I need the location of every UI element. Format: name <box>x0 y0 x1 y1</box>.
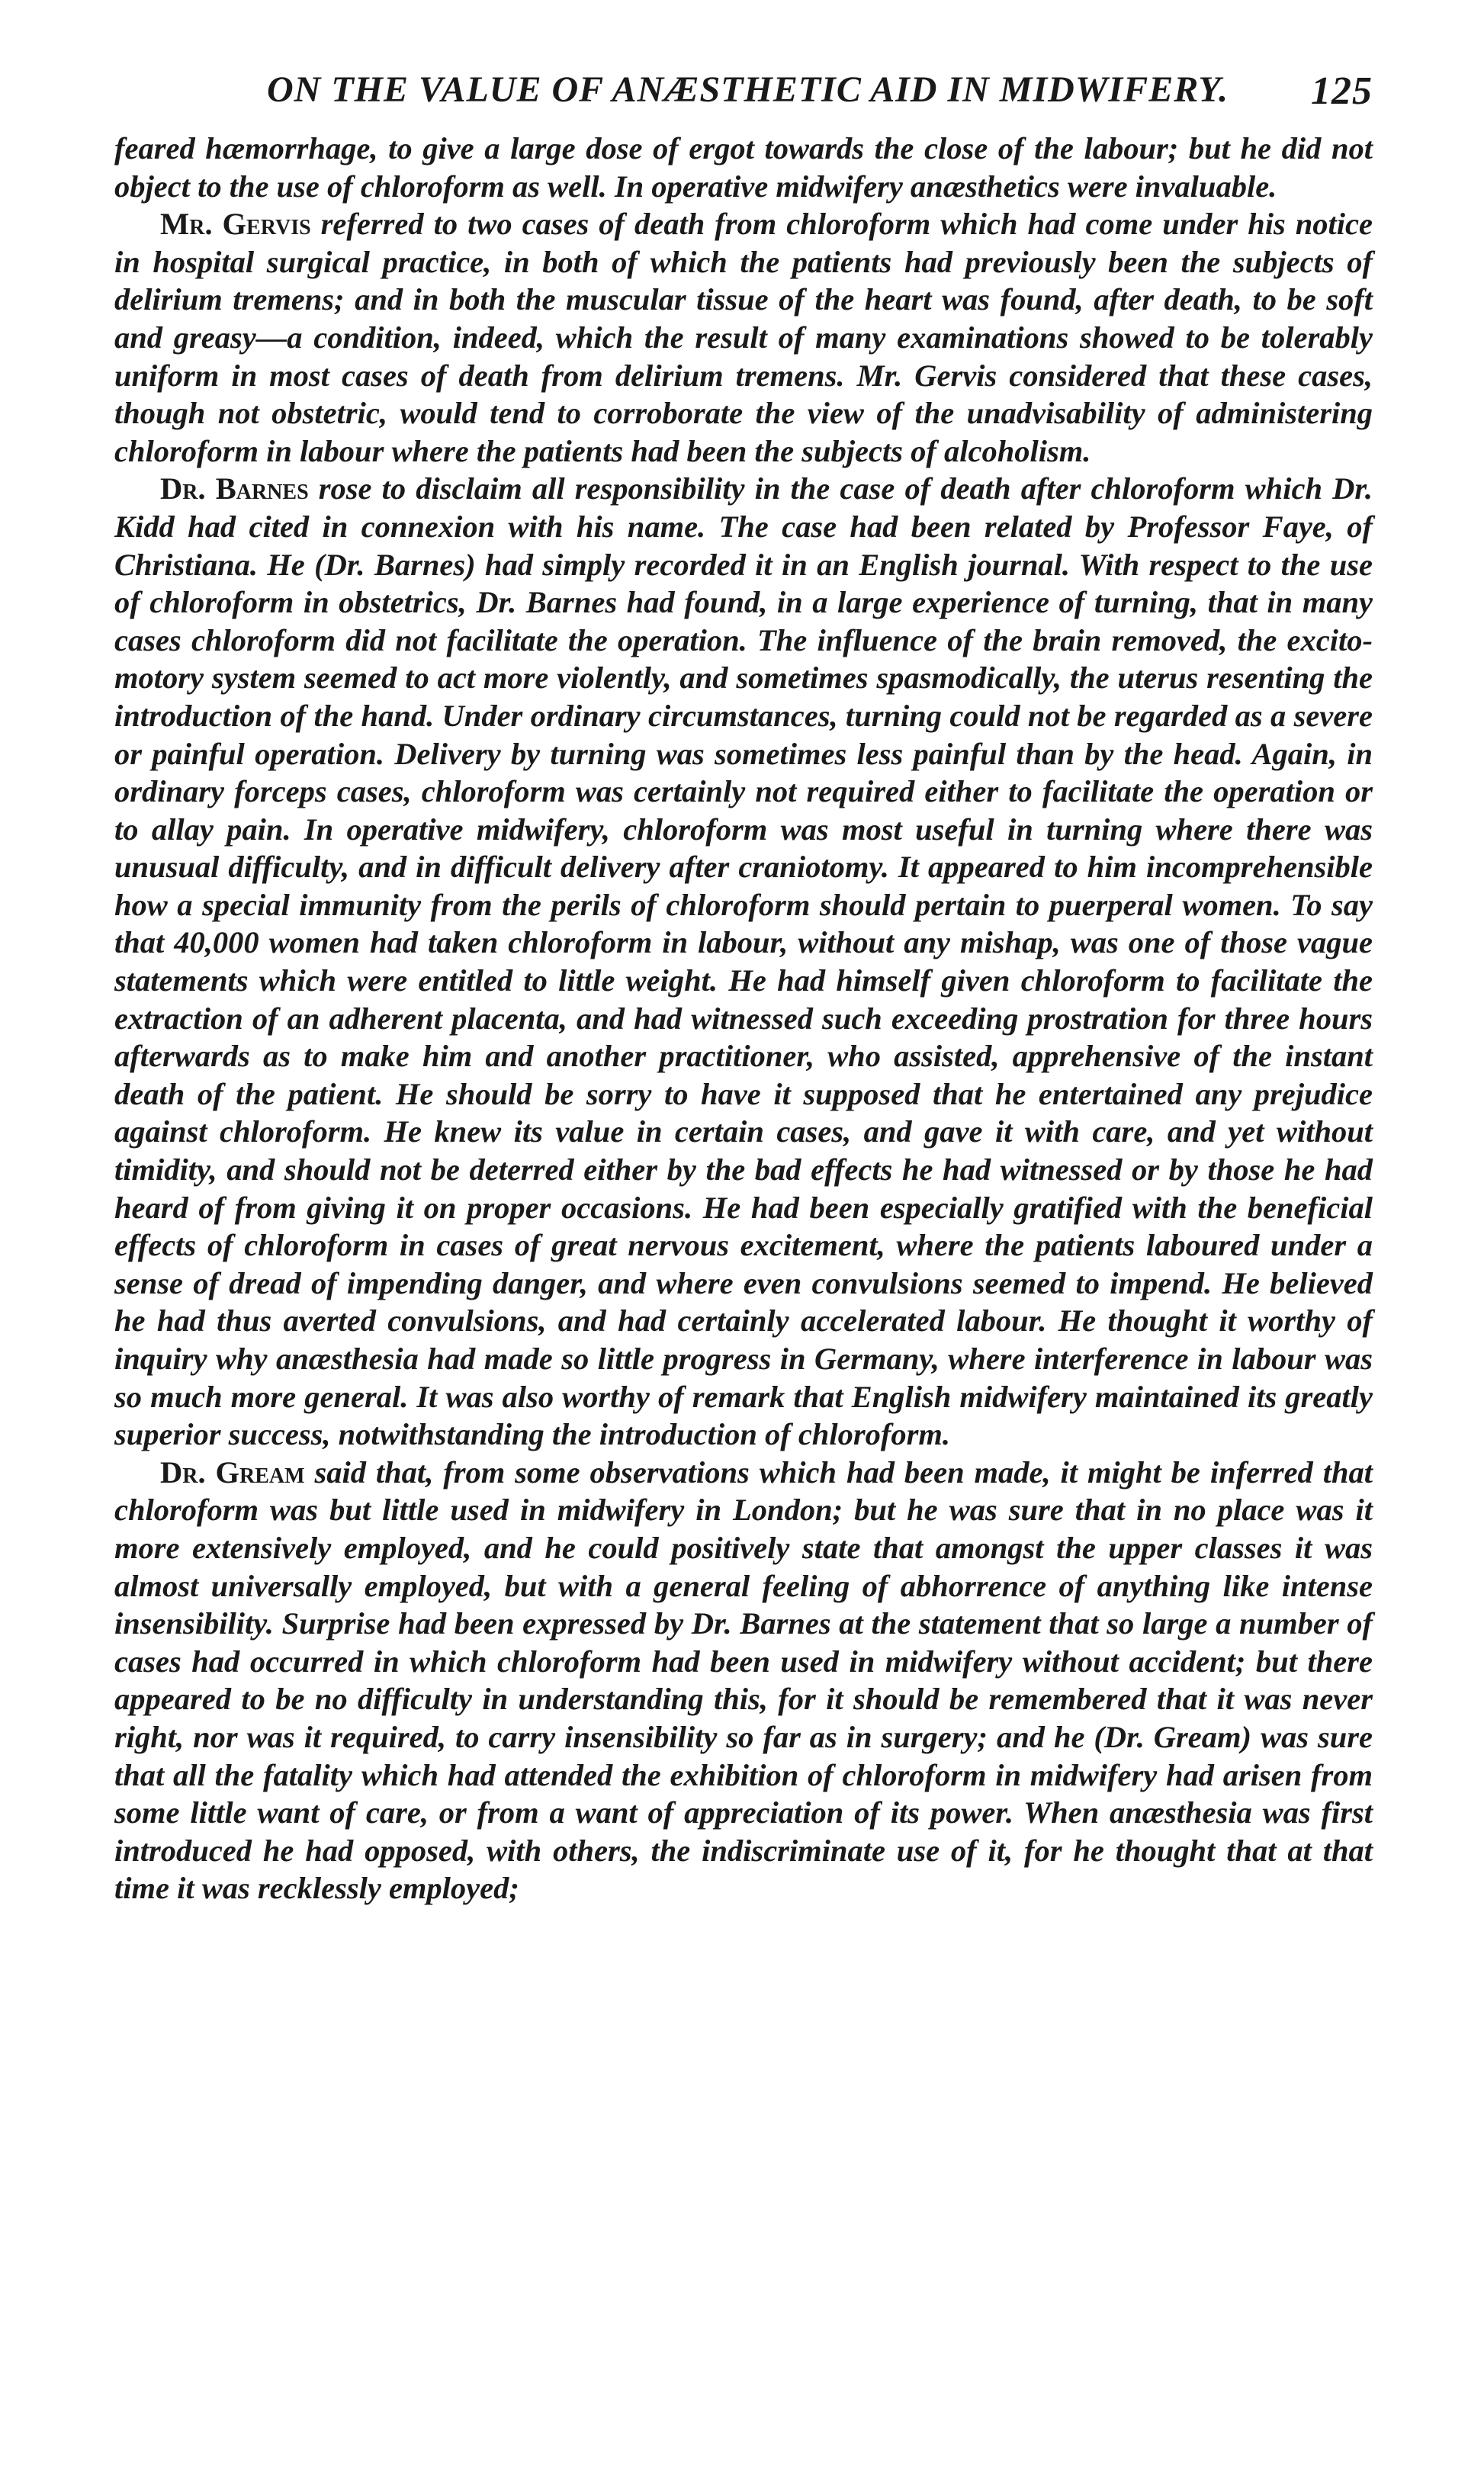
paragraph-text: said that, from some observations which had been made, it might be inferred that chloroform was but little used in midwifery in London; but he was sure that in no place was it more extensively employed, and he could positively state that amongst the upper classes it was almost universally employed, but with a general feeling of abhorrence of anything like intense insensibility. Surprise had been expressed by Dr. Barnes at the statement that so large a number of cases had occurred in which chloroform had been used in midwifery without accident; but there appeared to be no difficulty in understanding this, for it should be remembered that it was never right, nor was it required, to carry insensibility so far as in surgery; and he (Dr. Gream) was sure that all the fatality which had attended the exhibition of chloroform in midwifery had arisen from some little want of care, or from a want of appreciation of its power. When anæsthesia was first introduced he had opposed, with others, the indiscriminate use of it, for he thought that at that time it was recklessly employed; <box>114 1454 1373 1906</box>
running-title: ON THE VALUE OF ANÆSTHETIC AID IN MIDWIFERY. <box>267 69 1229 110</box>
speaker-name: Dr. Gream <box>160 1454 305 1490</box>
page-header <box>114 69 1373 130</box>
speaker-name: Dr. Barnes <box>160 471 309 506</box>
paragraph <box>114 205 1373 470</box>
paragraph <box>114 470 1373 1453</box>
body-text <box>114 130 1373 1907</box>
paragraph-text: feared hæmorrhage, to give a large dose of ergot towards the close of the labour; but he did not object to the use of chloroform as well. In operative midwifery anæsthetics were invaluable. <box>114 131 1373 204</box>
paragraph-text: rose to disclaim all responsibility in the case of death after chloroform which Dr. Kidd had cited in connexion with his name. The case had been related by Professor Faye, of Christiana. He (Dr. Barnes) had simply recorded it in an English journal. With respect to the use of chloroform in obstetrics, Dr. Barnes had found, in a large experience of turning, that in many cases chloroform did not facilitate the operation. The influence of the brain removed, the excito-motory system seemed to act more violently, and sometimes spasmodically, the uterus resenting the introduction of the hand. Under ordinary circumstances, turning could not be regarded as a severe or painful operation. Delivery by turning was sometimes less painful than by the head. Again, in ordinary forceps cases, chloroform was certainly not required either to facilitate the operation or to allay pain. In operative midwifery, chloroform was most useful in turning where there was unusual difficulty, and in difficult delivery after craniotomy. It appeared to him incomprehensible how a special immunity from the perils of chloroform should pertain to puerperal women. To say that 40,000 women had taken chloroform in labour, without any mishap, was one of those vague statements which were entitled to little weight. He had himself given chloroform to facilitate the extraction of an adherent placenta, and had witnessed such exceeding prostration for three hours afterwards as to make him and another practitioner, who assisted, apprehensive of the instant death of the patient. He should be sorry to have it supposed that he entertained any prejudice against chloroform. He knew its value in certain cases, and gave it with care, and yet without timidity, and should not be deterred either by the bad effects he had witnessed or by those he had heard of from giving it on proper occasions. He had been especially gratified with the beneficial effects of chloroform in cases of great nervous excitement, where the patients laboured under a sense of dread of impending danger, and where even convulsions seemed to impend. He believed he had thus averted convulsions, and had certainly accelerated labour. He thought it worthy of inquiry why anæsthesia had made so little progress in Germany, where interference in labour was so much more general. It was also worthy of remark that English midwifery maintained its greatly superior success, notwithstanding the introduction of chloroform. <box>114 471 1373 1452</box>
speaker-name: Mr. Gervis <box>160 207 311 242</box>
page-number: 125 <box>1311 69 1373 113</box>
paragraph-text: referred to two cases of death from chloroform which had come under his notice in hospital surgical practice, in both of which the patients had previously been the subjects of delirium tremens; and in both the muscular tissue of the heart was found, after death, to be soft and greasy—a condition, indeed, which the result of many examinations showed to be tolerably uniform in most cases of death from delirium tremens. Mr. Gervis considered that these cases, though not obstetric, would tend to corroborate the view of the unadvisability of administering chloroform in labour where the patients had been the subjects of alcoholism. <box>114 207 1373 468</box>
document-page <box>114 69 1373 2456</box>
paragraph <box>114 130 1373 205</box>
paragraph <box>114 1454 1373 1907</box>
